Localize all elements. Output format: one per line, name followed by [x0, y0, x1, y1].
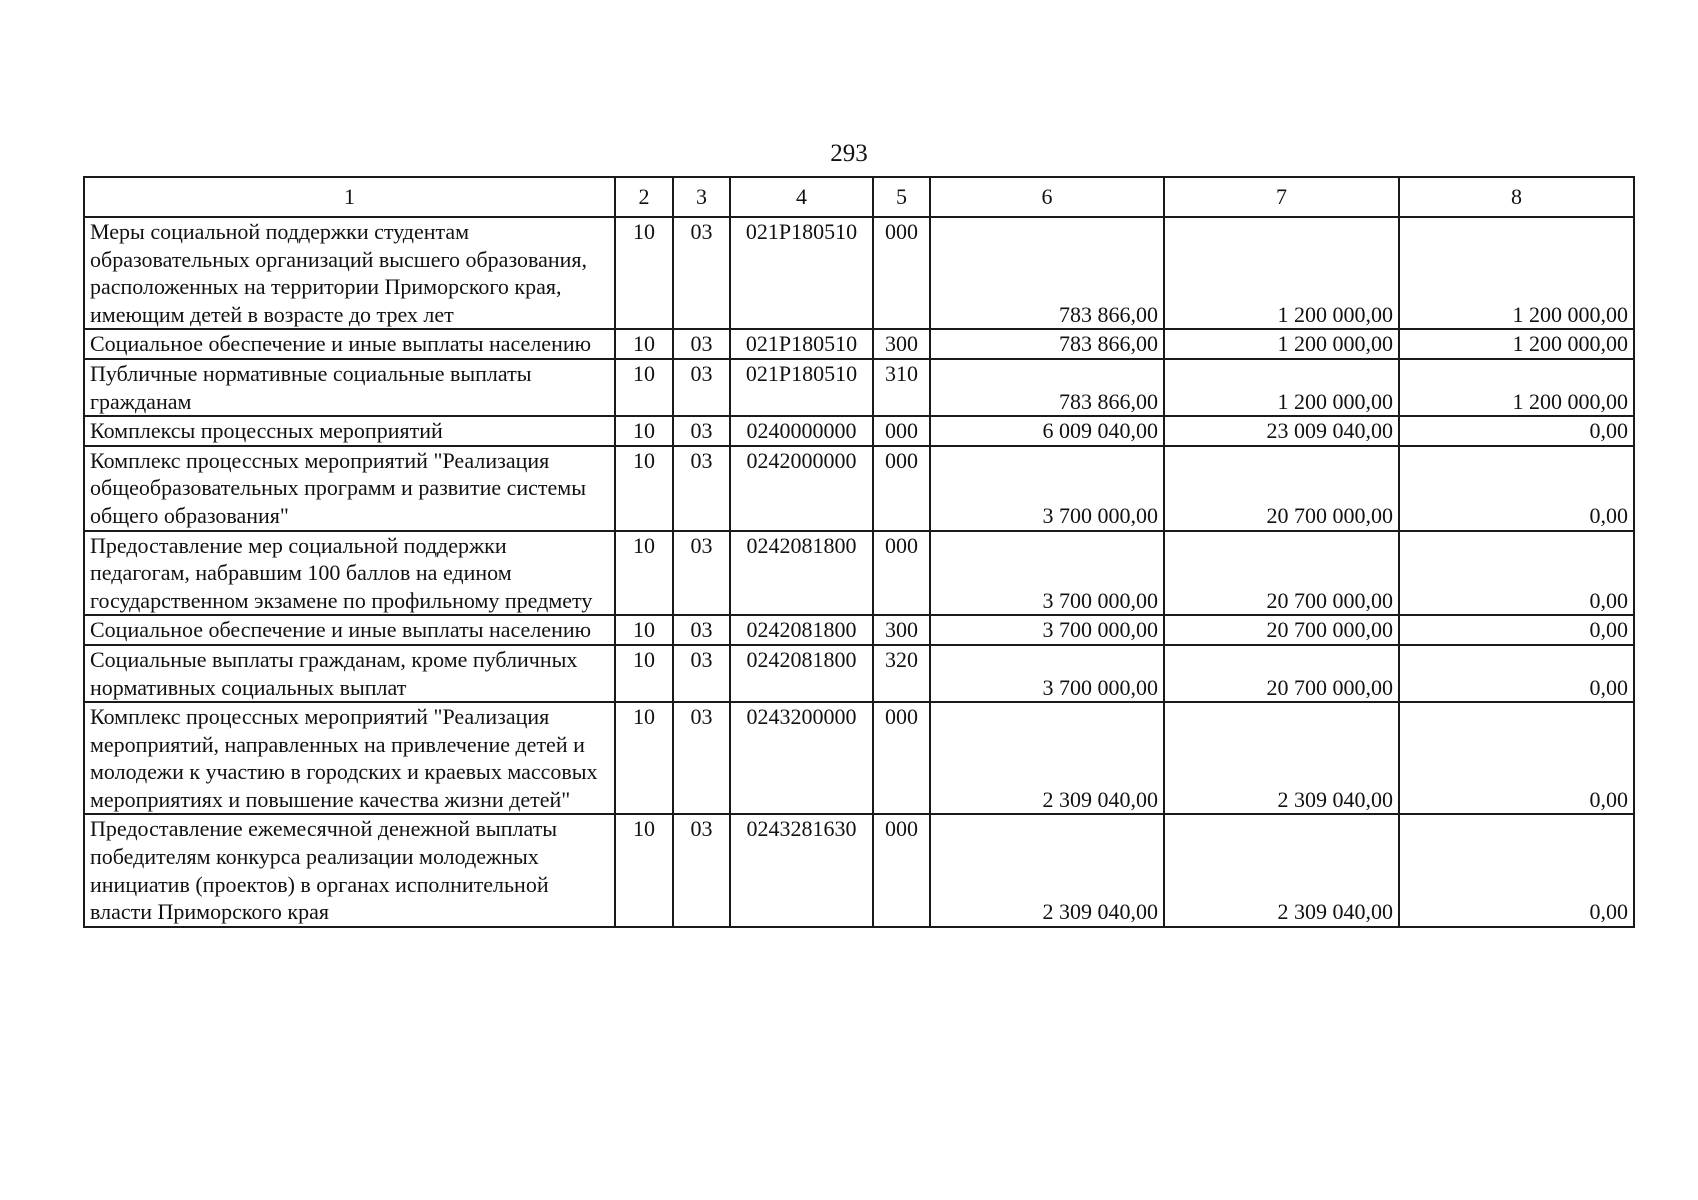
amount-column-7: 1 200 000,00 [1164, 359, 1399, 416]
expense-type-code: 310 [873, 359, 930, 416]
subsection-code: 03 [673, 416, 730, 446]
subsection-code: 03 [673, 217, 730, 329]
section-code: 10 [615, 416, 673, 446]
target-item-code: 0242081800 [730, 615, 873, 645]
column-header-4: 4 [730, 177, 873, 217]
expense-type-code: 000 [873, 814, 930, 926]
target-item-code: 0242081800 [730, 531, 873, 616]
amount-column-8: 1 200 000,00 [1399, 359, 1634, 416]
subsection-code: 03 [673, 615, 730, 645]
amount-column-7: 2 309 040,00 [1164, 814, 1399, 926]
amount-column-6: 3 700 000,00 [930, 645, 1164, 702]
amount-column-8: 0,00 [1399, 446, 1634, 531]
target-item-code: 0243200000 [730, 702, 873, 814]
section-code: 10 [615, 217, 673, 329]
item-name: Социальное обеспечение и иные выплаты населению [84, 329, 615, 359]
table-row [84, 446, 1634, 531]
target-item-code: 0240000000 [730, 416, 873, 446]
section-code: 10 [615, 814, 673, 926]
section-code: 10 [615, 702, 673, 814]
target-item-code: 0243281630 [730, 814, 873, 926]
amount-column-6: 783 866,00 [930, 359, 1164, 416]
target-item-code: 0242000000 [730, 446, 873, 531]
table-row [84, 531, 1634, 616]
amount-column-6: 3 700 000,00 [930, 531, 1164, 616]
expense-type-code: 000 [873, 531, 930, 616]
page-number: 293 [830, 140, 868, 167]
item-name: Комплексы процессных мероприятий [84, 416, 615, 446]
item-name: Предоставление ежемесячной денежной выплаты победителям конкурса реализации молодежных инициатив (проектов) в органах исполнительной власти Приморского края [84, 814, 615, 926]
amount-column-7: 1 200 000,00 [1164, 217, 1399, 329]
amount-column-7: 23 009 040,00 [1164, 416, 1399, 446]
table-row [84, 615, 1634, 645]
subsection-code: 03 [673, 814, 730, 926]
amount-column-7: 20 700 000,00 [1164, 615, 1399, 645]
column-header-6: 6 [930, 177, 1164, 217]
section-code: 10 [615, 645, 673, 702]
amount-column-7: 20 700 000,00 [1164, 531, 1399, 616]
target-item-code: 0242081800 [730, 645, 873, 702]
table-row [84, 416, 1634, 446]
expense-type-code: 000 [873, 217, 930, 329]
amount-column-6: 2 309 040,00 [930, 702, 1164, 814]
expense-type-code: 000 [873, 702, 930, 814]
amount-column-6: 6 009 040,00 [930, 416, 1164, 446]
expense-type-code: 000 [873, 416, 930, 446]
column-header-2: 2 [615, 177, 673, 217]
item-name: Социальные выплаты гражданам, кроме публичных нормативных социальных выплат [84, 645, 615, 702]
amount-column-7: 1 200 000,00 [1164, 329, 1399, 359]
target-item-code: 021P180510 [730, 217, 873, 329]
item-name: Меры социальной поддержки студентам образовательных организаций высшего образования, расположенных на территории Приморского края, имеющим детей в возрасте до трех лет [84, 217, 615, 329]
section-code: 10 [615, 359, 673, 416]
section-code: 10 [615, 615, 673, 645]
amount-column-8: 0,00 [1399, 416, 1634, 446]
item-name: Комплекс процессных мероприятий "Реализация мероприятий, направленных на привлечение детей и молодежи к участию в городских и краевых массовых мероприятиях и повышение качества жизни детей" [84, 702, 615, 814]
subsection-code: 03 [673, 645, 730, 702]
column-header-3: 3 [673, 177, 730, 217]
amount-column-8: 0,00 [1399, 615, 1634, 645]
expense-type-code: 000 [873, 446, 930, 531]
expense-type-code: 300 [873, 329, 930, 359]
subsection-code: 03 [673, 359, 730, 416]
section-code: 10 [615, 531, 673, 616]
column-header-7: 7 [1164, 177, 1399, 217]
table-row [84, 217, 1634, 329]
section-code: 10 [615, 329, 673, 359]
item-name: Комплекс процессных мероприятий "Реализация общеобразовательных программ и развитие системы общего образования" [84, 446, 615, 531]
item-name: Социальное обеспечение и иные выплаты населению [84, 615, 615, 645]
amount-column-8: 1 200 000,00 [1399, 329, 1634, 359]
table-row [84, 359, 1634, 416]
amount-column-8: 0,00 [1399, 814, 1634, 926]
subsection-code: 03 [673, 446, 730, 531]
amount-column-7: 2 309 040,00 [1164, 702, 1399, 814]
header-row [84, 177, 1634, 217]
item-name: Предоставление мер социальной поддержки педагогам, набравшим 100 баллов на едином государственном экзамене по профильному предмету [84, 531, 615, 616]
amount-column-6: 3 700 000,00 [930, 615, 1164, 645]
target-item-code: 021P180510 [730, 359, 873, 416]
amount-column-6: 2 309 040,00 [930, 814, 1164, 926]
subsection-code: 03 [673, 329, 730, 359]
amount-column-8: 0,00 [1399, 645, 1634, 702]
budget-table [83, 176, 1635, 928]
amount-column-7: 20 700 000,00 [1164, 645, 1399, 702]
table-row [84, 645, 1634, 702]
amount-column-8: 0,00 [1399, 702, 1634, 814]
subsection-code: 03 [673, 702, 730, 814]
amount-column-6: 3 700 000,00 [930, 446, 1164, 531]
amount-column-6: 783 866,00 [930, 329, 1164, 359]
item-name: Публичные нормативные социальные выплаты гражданам [84, 359, 615, 416]
subsection-code: 03 [673, 531, 730, 616]
target-item-code: 021P180510 [730, 329, 873, 359]
amount-column-8: 0,00 [1399, 531, 1634, 616]
table-row [84, 329, 1634, 359]
expense-type-code: 300 [873, 615, 930, 645]
column-header-8: 8 [1399, 177, 1634, 217]
column-header-1: 1 [84, 177, 615, 217]
table-row [84, 814, 1634, 926]
expense-type-code: 320 [873, 645, 930, 702]
amount-column-7: 20 700 000,00 [1164, 446, 1399, 531]
section-code: 10 [615, 446, 673, 531]
table-row [84, 702, 1634, 814]
column-header-5: 5 [873, 177, 930, 217]
amount-column-8: 1 200 000,00 [1399, 217, 1634, 329]
amount-column-6: 783 866,00 [930, 217, 1164, 329]
